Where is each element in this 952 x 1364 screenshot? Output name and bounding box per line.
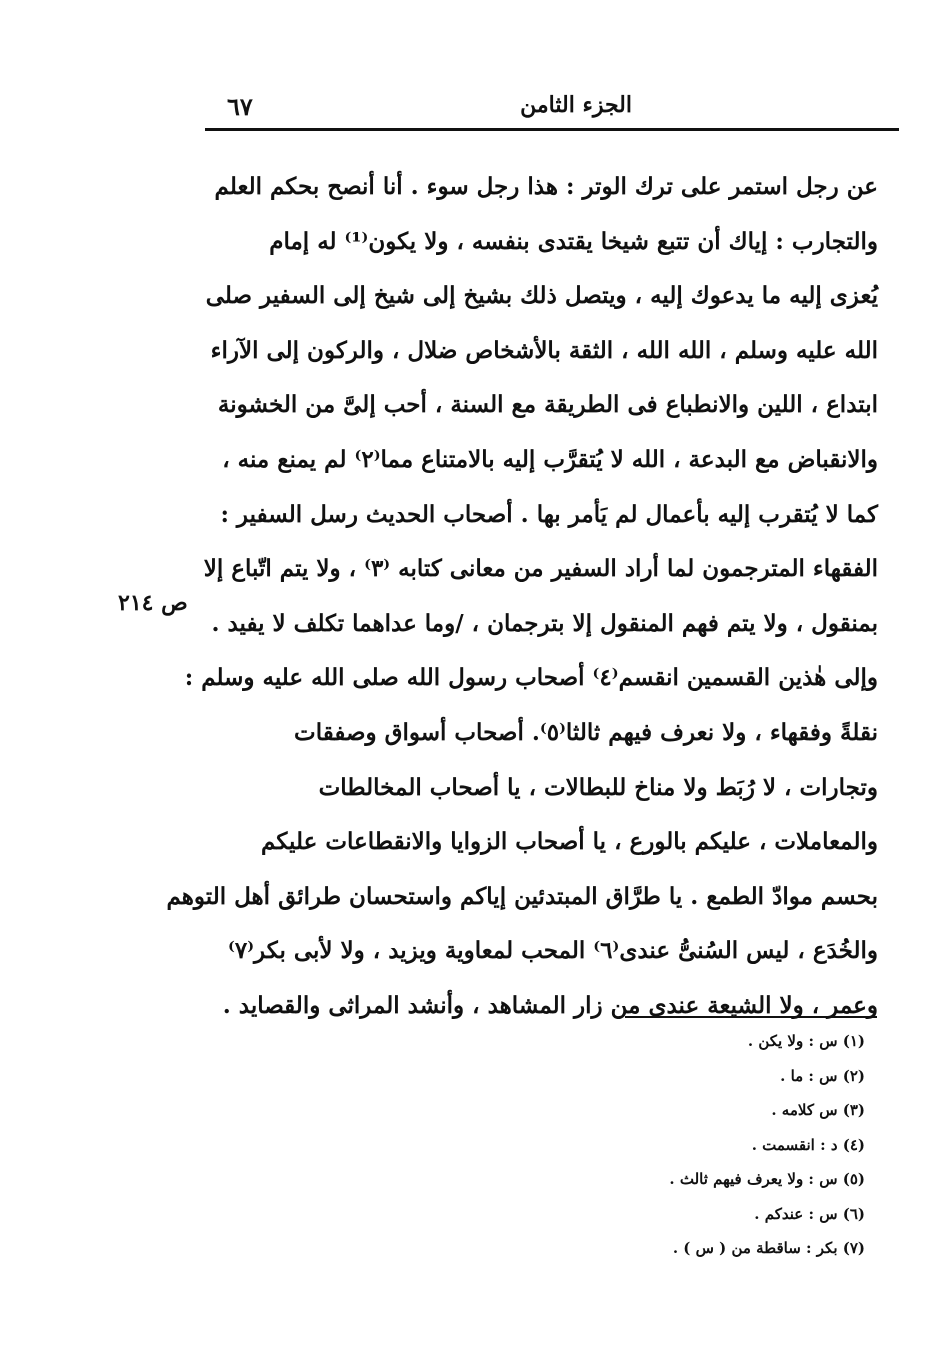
body-text [166,160,878,1034]
text-line: وإلى هٰذين القسمين انقسم⁽٤⁾ أصحاب رسول الله صلى الله عليه وسلم : [184,664,878,692]
footnote: (٤) د : انقسمت . [751,1135,865,1154]
text-line: بمنقول ، ولا يتم فهم المنقول إلا بترجمان ، /وما عداهما تكلف لا يفيد . [211,609,878,637]
footnote: (٥) س : ولا يعرف فيهم ثالث . [669,1170,865,1188]
text-line: كما لا يُتقرب إليه بأعمال لم يَأمر بها . أصحاب الحديث رسل السفير : [220,500,878,528]
text-line: الفقهاء المترجمون لما أراد السفير من معانى كتابه ⁽٣⁾ ، ولا يتم اتّباع إلا [203,555,878,583]
footnote: (٦) س : عندكم . [754,1204,865,1223]
footnote: (٧) بكر : ساقطة من ( س ) . [672,1239,865,1257]
text-line: نقلةً وفقهاء ، ولا نعرف فيهم ثالثا⁽٥⁾. أصحاب أسواق وصفقات [294,718,878,746]
page-number: ٦٧ [227,92,253,121]
footnote-rule [625,1016,877,1018]
header-rule [205,128,899,131]
text-line: والمعاملات ، عليكم بالورع ، يا أصحاب الزوايا والانقطاعات عليكم [261,828,878,856]
text-line: الله عليه وسلم ، الله الله ، الثقة بالأشخاص ضلال ، والركون إلى الآراء [210,336,878,364]
text-line: والخُدَع ، ليس السُنىُّ عندى⁽٦⁾ المحب لمعاوية ويزيد ، ولا لأبى بكر⁽٧⁾ [227,937,878,965]
footnote: (٢) س : ما . [780,1066,865,1085]
text-line: والتجارب : إياك أن تتبع شيخا يقتدى بنفسه ، ولا يكون⁽¹⁾ له إمام [269,227,878,255]
text-line: بحسم موادّ الطمع . يا طرَّاق المبتدئين إياكم واستحسان طرائق أهل التوهم [166,882,878,910]
text-line: وتجارات ، لا رُبَط ولا مناخ للبطالات ، يا أصحاب المخالطات [318,773,878,801]
text-line: يُعزى إليه ما يدعوك إليه ، ويتصل ذلك بشيخ إلى شيخ إلى السفير صلى [205,282,878,310]
text-line: ابتداع ، اللين والانطباع فى الطريقة مع السنة ، أحب إلىَّ من الخشونة [217,391,878,419]
text-line: والانقباض مع البدعة ، الله لا يُتقرَّب إليه بالامتناع مما⁽٢⁾ لم يمنع منه ، [222,445,878,473]
running-header [205,92,897,130]
margin-page-reference: ص ٢١٤ [118,590,188,616]
chapter-title: الجزء الثامن [520,92,632,118]
text-line: عن رجل استمر على ترك الوتر : هذا رجل سوء . أنا أنصح بحكم العلم [214,173,878,200]
footnote: (١) س : ولا يكن . [747,1032,865,1050]
footnote: (٣) س كلامه . [771,1101,865,1119]
footnotes [460,1024,865,1266]
text-line: وعمر ، ولا الشيعة عندى من زار المشاهد ، وأنشد المراثى والقصايد . [222,991,878,1019]
